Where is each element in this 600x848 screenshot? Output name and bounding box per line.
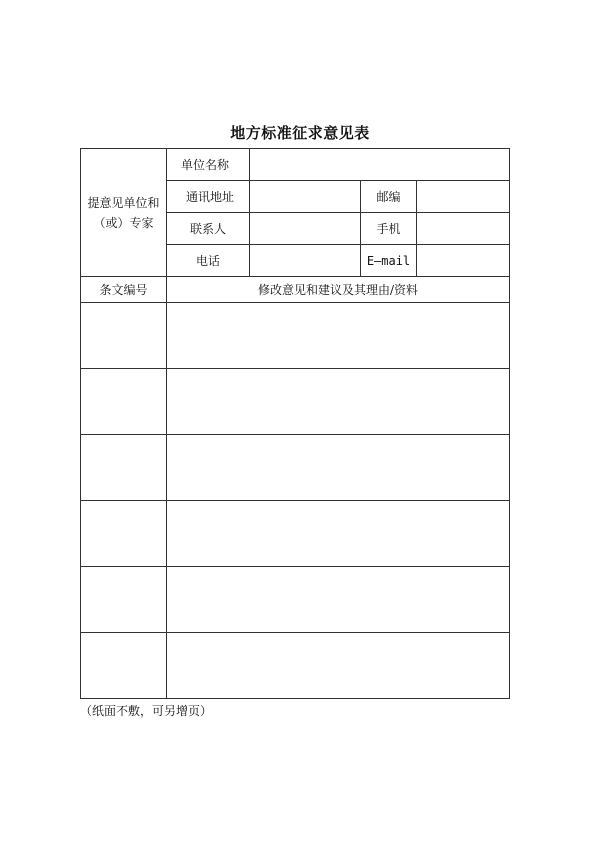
clause-number-cell[interactable] [81,303,167,369]
proposer-label-line1: 提意见单位和 [87,195,160,210]
address-field[interactable] [250,181,361,213]
postcode-label: 邮编 [361,181,417,213]
unit-name-row [81,149,510,181]
unit-name-label: 单位名称 [167,149,250,181]
comment-row [81,567,510,633]
email-field[interactable] [417,245,510,277]
address-label: 通讯地址 [167,181,250,213]
suggestion-cell[interactable] [167,303,510,369]
comments-header-row [81,277,510,303]
clause-number-cell[interactable] [81,369,167,435]
suggestion-cell[interactable] [167,501,510,567]
phone-field[interactable] [250,245,361,277]
clause-number-cell[interactable] [81,501,167,567]
opinion-form-table [80,148,510,699]
form-title: 地方标准征求意见表 [230,124,370,142]
phone-label: 电话 [167,245,250,277]
suggestion-cell[interactable] [167,369,510,435]
comment-row [81,303,510,369]
suggestion-cell[interactable] [167,435,510,501]
footnote: （纸面不敷，可另增页） [80,704,213,718]
comment-row [81,501,510,567]
proposer-group-label [81,149,167,277]
postcode-field[interactable] [417,181,510,213]
suggestion-cell[interactable] [167,633,510,699]
clause-number-cell[interactable] [81,567,167,633]
proposer-label-line2: （或）专家 [93,215,154,230]
suggestion-cell[interactable] [167,567,510,633]
suggestion-header: 修改意见和建议及其理由/资料 [167,277,510,303]
mobile-label: 手机 [361,213,417,245]
mobile-field[interactable] [417,213,510,245]
contact-label: 联系人 [167,213,250,245]
email-label: E—mail [361,245,417,277]
clause-number-cell[interactable] [81,435,167,501]
contact-field[interactable] [250,213,361,245]
comment-row [81,435,510,501]
clause-number-header: 条文编号 [81,277,167,303]
unit-name-field[interactable] [250,149,510,181]
comment-row [81,369,510,435]
comment-row [81,633,510,699]
clause-number-cell[interactable] [81,633,167,699]
